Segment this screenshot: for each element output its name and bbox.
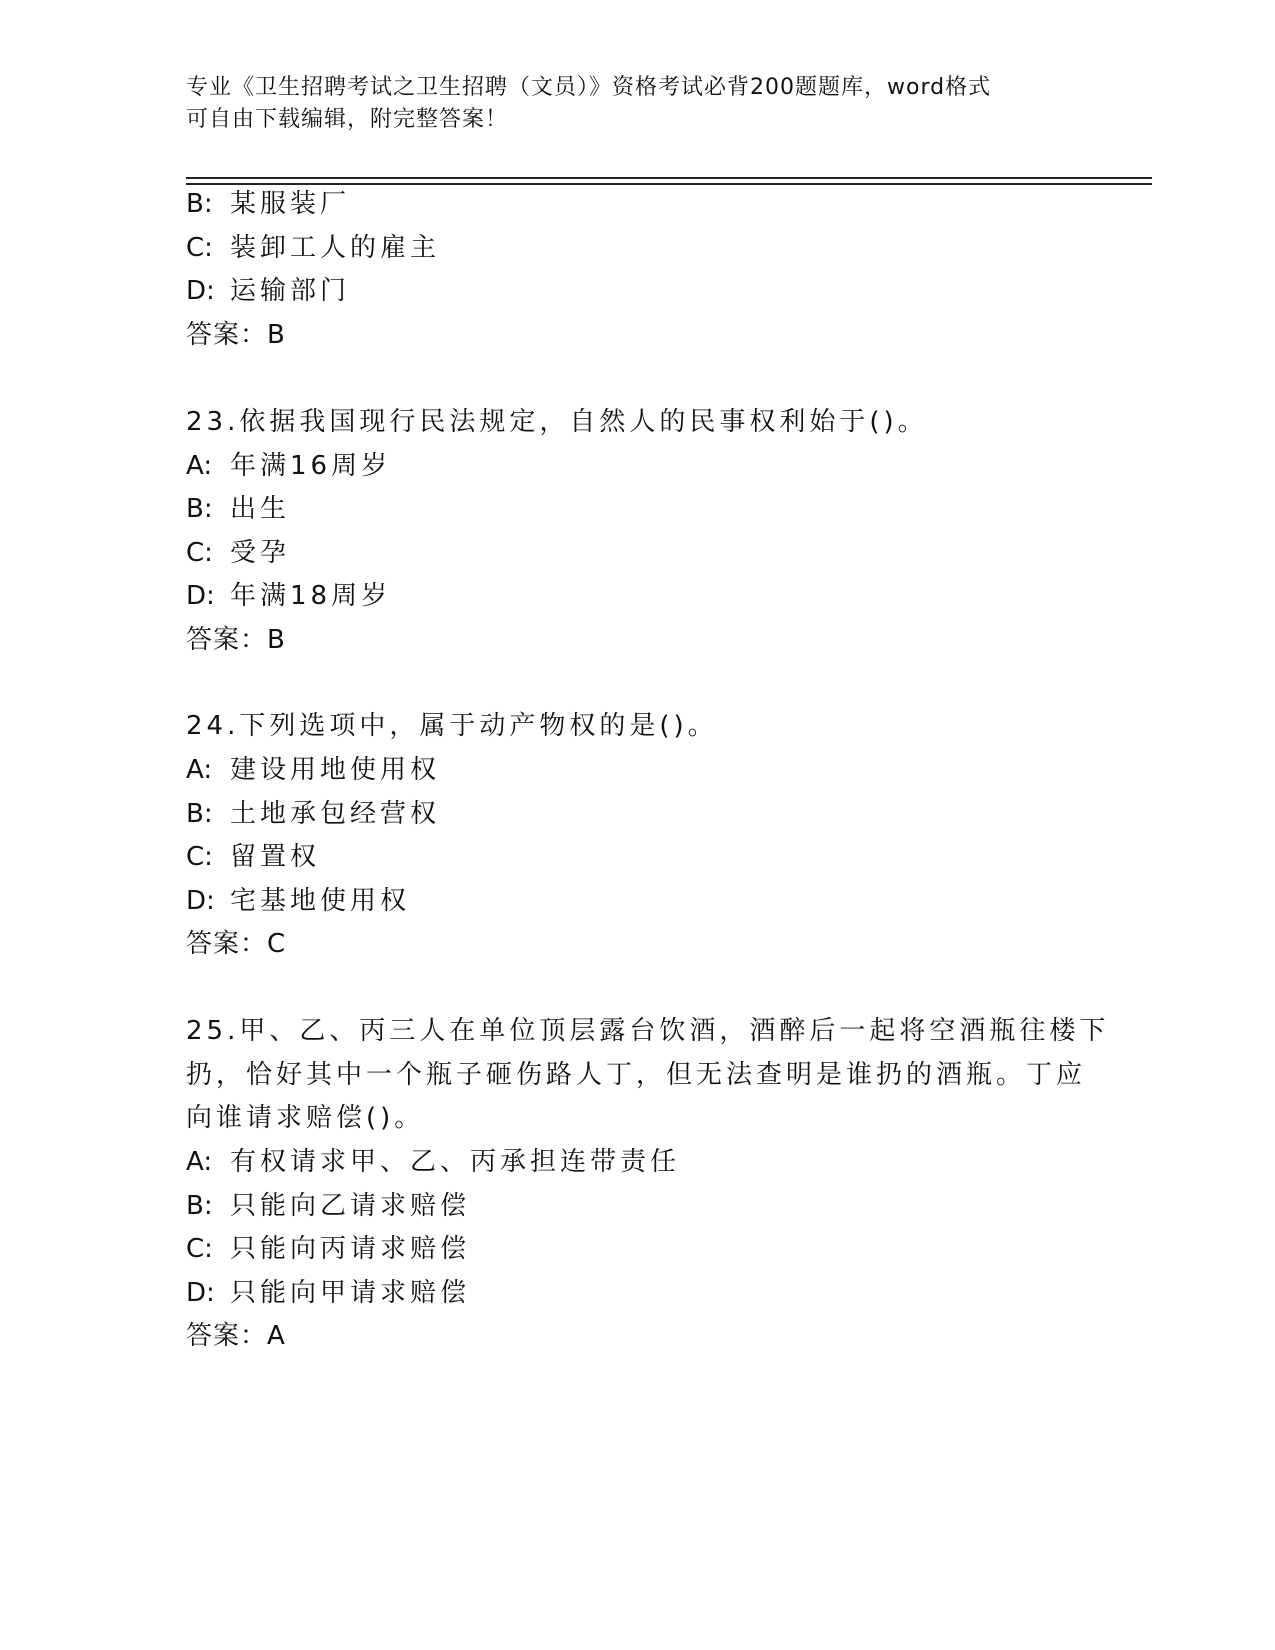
q23-stem: 23.依据我国现行民法规定，自然人的民事权利始于()。 [186, 407, 928, 437]
q24-option-a: A: 建设用地使用权 [186, 755, 441, 785]
document-header [186, 72, 1066, 136]
q23-option-d: D: 年满18周岁 [186, 581, 392, 611]
q23-option-c: C: 受孕 [186, 538, 291, 568]
q25-option-d: D: 只能向甲请求赔偿 [186, 1278, 471, 1308]
prev-option-c: C: 装卸工人的雇主 [186, 233, 441, 263]
q23-option-a: A: 年满16周岁 [186, 451, 392, 481]
q25-option-b: B: 只能向乙请求赔偿 [186, 1191, 471, 1221]
q25-stem-line-1: 25.甲、乙、丙三人在单位顶层露台饮酒，酒醉后一起将空酒瓶往楼下 [186, 1016, 1110, 1046]
q25-option-c: C: 只能向丙请求赔偿 [186, 1234, 471, 1264]
q25-answer: 答案：A [186, 1321, 286, 1351]
prev-answer: 答案：B [186, 320, 286, 350]
header-divider-bottom [186, 183, 1152, 185]
q25-stem-line-3: 向谁请求赔偿()。 [186, 1103, 425, 1133]
q24-option-d: D: 宅基地使用权 [186, 886, 411, 916]
header-divider-top [186, 177, 1152, 179]
header-line-1: 专业《卫生招聘考试之卫生招聘（文员）》资格考试必背200题题库，word格式 [186, 75, 992, 100]
q23-option-b: B: 出生 [186, 494, 291, 524]
q24-option-c: C: 留置权 [186, 842, 321, 872]
q25-option-a: A: 有权请求甲、乙、丙承担连带责任 [186, 1147, 681, 1177]
q24-answer: 答案：C [186, 929, 287, 959]
q25-stem-line-2: 扔，恰好其中一个瓶子砸伤路人丁，但无法查明是谁扔的酒瓶。丁应 [186, 1060, 1087, 1090]
q23-answer: 答案：B [186, 625, 286, 655]
prev-option-d: D: 运输部门 [186, 276, 351, 306]
q24-option-b: B: 土地承包经营权 [186, 799, 441, 829]
q24-stem: 24.下列选项中，属于动产物权的是()。 [186, 711, 718, 741]
header-line-2: 可自由下载编辑，附完整答案！ [186, 107, 509, 132]
prev-option-b: B: 某服装厂 [186, 189, 351, 219]
